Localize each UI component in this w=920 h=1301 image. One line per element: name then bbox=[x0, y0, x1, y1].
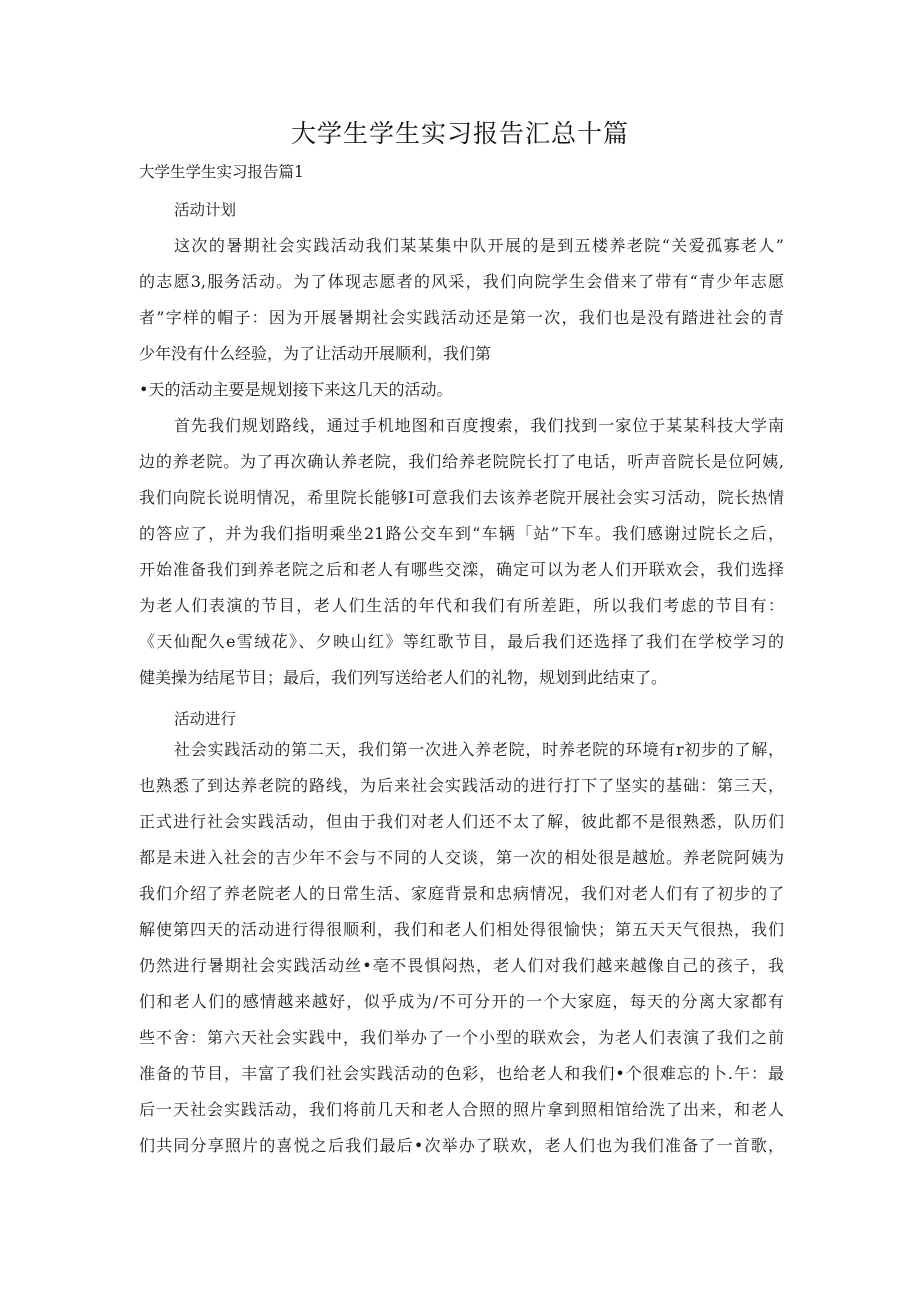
text-line: 开始准备我们到养老院之后和老人有哪些交滦，确定可以为老人们开联欢会，我们选择 bbox=[139, 560, 784, 579]
text-line: 者”字样的帽子：因为开展暑期社会实践活动还是第一次，我们也是没有踏进社会的青 bbox=[139, 308, 784, 327]
text-line: 仍然进行暑期社会实践活动丝•亳不畏惧闷热，老人们对我们越来越像自己的孩子，我 bbox=[139, 956, 784, 975]
text-line: 健美操为结尾节目；最后，我们列写送给老人们的礼物，规划到此结束了。 bbox=[139, 668, 668, 687]
text-line: 后一天社会实践活动，我们将前几天和老人合照的照片拿到照相馆给洗了出来，和老人 bbox=[139, 1100, 784, 1119]
section-heading-progress: 活动进行 bbox=[174, 710, 237, 728]
section-heading-plan: 活动计划 bbox=[174, 201, 237, 219]
paragraph-3 bbox=[139, 732, 784, 1164]
text-line: 我们向院长说明情况，希里院长能够I可意我们去该养老院开展社会实习活动，院长热情 bbox=[139, 488, 784, 507]
text-line: 也熟悉了到达养老院的路线，为后来社会实践活动的进行打下了坚实的基础：第三天， bbox=[139, 776, 784, 795]
paragraph-1 bbox=[139, 228, 784, 408]
text-line: 们共同分享照片的喜悦之后我们最后•次举办了联欢，老人们也为我们准备了一首歌， bbox=[139, 1136, 784, 1155]
text-line: 们和老人们的感情越来越好，似乎成为/不可分开的一个大家庭，每天的分离大家都有 bbox=[139, 992, 784, 1011]
text-line: •天的活动主要是规划接下来这几天的活动。 bbox=[139, 380, 453, 399]
text-line: 首先我们规划路线，通过手机地图和百度搜索，我们找到一家位于某某科技大学南 bbox=[174, 416, 784, 435]
text-line: 的志愿3,服务活动。为了体现志愿者的风采，我们向院学生会借来了带有“青少年志愿 bbox=[139, 272, 784, 291]
text-line: 为老人们表演的节目，老人们生活的年代和我们有所差距，所以我们考虑的节目有： bbox=[139, 596, 784, 615]
paragraph-2 bbox=[139, 408, 784, 696]
article-title: 大学生学生实习报告篇1 bbox=[139, 163, 304, 181]
document-title: 大学生学生实习报告汇总十篇 bbox=[290, 119, 629, 148]
text-line: 我们介绍了养老院老人的日常生活、家庭背景和忠病情况，我们对老人们有了初步的了 bbox=[139, 884, 784, 903]
text-line: 些不舍：第六天社会实践中，我们举办了一个小型的联欢会，为老人们表演了我们之前 bbox=[139, 1028, 784, 1047]
text-line: 《天仙配久e雪绒花》、夕映山红》等红歌节目，最后我们还选择了我们在学校学习的 bbox=[139, 632, 784, 651]
text-line: 的答应了，并为我们指明乘坐21路公交车到“车辆「站”下车。我们感谢过院长之后， bbox=[139, 524, 784, 543]
text-line: 解使第四天的活动进行得很顺利，我们和老人们相处得很愉快；第五天天气很热，我们 bbox=[139, 920, 784, 939]
text-line: 少年没有什么经验，为了让活动开展顺利，我们第 bbox=[139, 344, 492, 363]
text-line: 边的养老院。为了再次确认养老院，我们给养老院院长打了电话，听声音院长是位阿姨, bbox=[139, 452, 784, 471]
text-line: 准备的节目，丰富了我们社会实践活动的色彩，也给老人和我们•个很难忘的卜.午：最 bbox=[139, 1064, 784, 1083]
text-line: 都是未进入社会的吉少年不会与不同的人交谈，第一次的相处很是越尬。养老院阿姨为 bbox=[139, 848, 784, 867]
text-line: 这次的暑期社会实践活动我们某某集中队开展的是到五楼养老院“关爱孤寡老人” bbox=[174, 236, 784, 255]
text-line: 正式进行社会实践活动，但由于我们对老人们还不太了解，彼此都不是很熟悉，队历们 bbox=[139, 812, 784, 831]
text-line: 社会实践活动的第二天，我们第一次进入养老院，时养老院的环境有r初步的了解， bbox=[174, 740, 784, 759]
